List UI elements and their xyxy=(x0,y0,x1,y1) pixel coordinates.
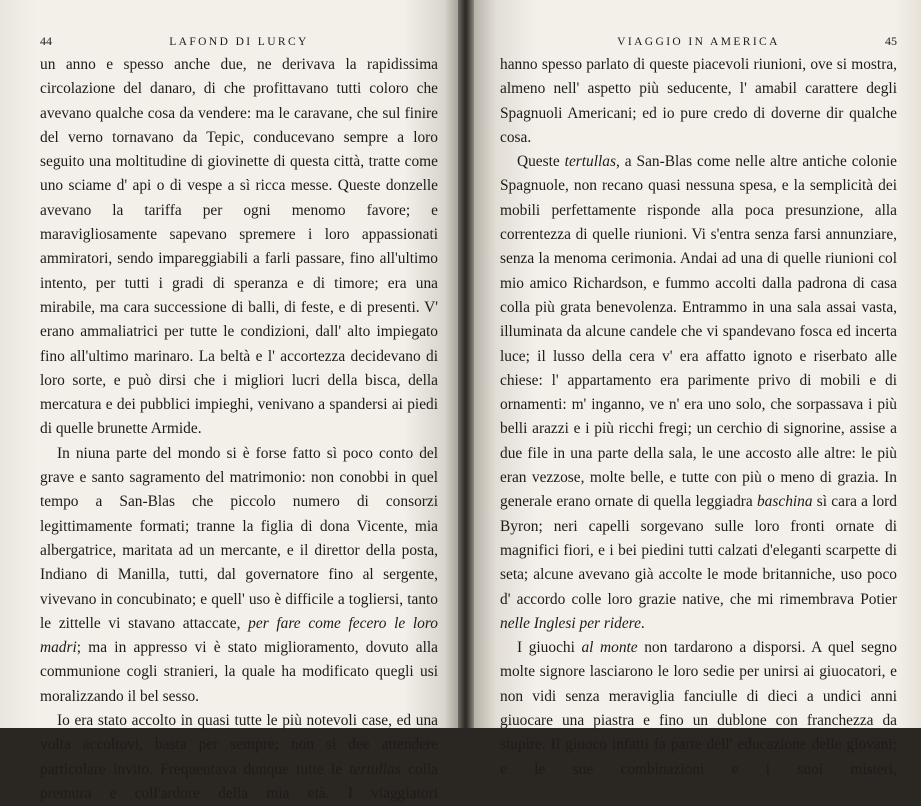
paragraph xyxy=(40,53,438,442)
text-run: colla premura e coll'ardore della mia età. I viaggiatori xyxy=(40,760,438,802)
text-run: un anno e spesso anche due, ne derivava la rapidissima circolazione del danaro, di che profittavano tutti coloro che avevano qualche cosa da vendere: ma le caravane, che sul finire del verno tornavano da Tepic, conducevano sempre a loro seguito una moltitudine di giovinette di questa città, tratte come uno sciame d' api o di vespe a sì ricca messe. Queste donzelle avevano la tariffa per ogni menomo favore; e maravigliosamente sapevano spremere i loro appassionati ammiratori, sendo impareggiabili a farli passare, fino all'ultimo intento, per tutti i gradi di speranza e di timore; era una mirabile, ma cara successione di balli, di feste, e di presenti. V' erano ammaliatrici per tutte le condizioni, dall' alto impiegato fino all'ultimo marinaro. La beltà e l' accortezza decidevano di loro sorte, e può dirsi che i migliori lucri della bisca, della mercatura e dei pubblici impieghi, venivano a spandersi ai piedi di quelle brunette Armide. xyxy=(40,56,438,438)
book-gutter xyxy=(458,0,474,728)
text-run: I giuochi xyxy=(517,639,582,657)
paragraph xyxy=(500,636,897,782)
paragraph xyxy=(40,442,438,709)
right-page-number: 45 xyxy=(884,34,897,48)
left-page-text xyxy=(40,53,438,806)
italic-text: per fare come fecero le loro madri xyxy=(40,614,438,657)
italic-text: baschina xyxy=(756,493,813,511)
italic-text: tertullas xyxy=(564,153,616,171)
paragraph xyxy=(500,150,897,636)
paragraph xyxy=(40,709,438,806)
text-run: hanno spesso parlato di queste piacevoli riunioni, ove si mostra, almeno nell' aspetto più seducente, l' amabil carattere degli Spagnuoli Americani; ed io pure credo di doverne dir qualche cosa. xyxy=(500,56,897,146)
right-page-text xyxy=(500,53,897,782)
left-page xyxy=(0,0,458,802)
text-run: sì cara a lord Byron; neri capelli sorgevano sulle loro fronti ornate di magnifici fiori, e i bei piedini tutti calzati d'eleganti scarpette di seta; alcune avevano già accolte le mode britanniche, uso poco d' accordo colle loro grazie native, che mi rimembrava Potier xyxy=(500,493,897,608)
italic-text: tertullas xyxy=(349,760,401,778)
text-run: , a San-Blas come nelle altre antiche colonie Spagnuole, non recano quasi nessuna spesa, e la semplicità dei mobili perfettamente risponde alla poca presunzione, alla correntezza di quelle riunioni. Vi s'entra senza farsi annunziare, senza la menoma cerimonia. Andai ad una di quelle riunioni col mio amico Richardson, e fummo accolti dalla padrona di casa colla più grata benevolenza. Entrammo in una sala assai vasta, illuminata da alcune candele che vi spandevano fosca ed incerta luce; il lusso della cera v' era affatto ignoto e riserbato alle chiese: l' appartamento era parimente privo di mobili e di ornamenti: m' inganno, ve n' era uno solo, che sorpassava i più belli arazzi e i più ricchi fregi; un cerchio di signorine, assise a due file in una parte della sala, le une accosto alle altre: le più eran vezzose, molte belle, e tutte con più o meno di grazia. In generale erano ornate di quella leggiadra xyxy=(500,153,898,511)
right-running-title: VIAGGIO IN AMERICA xyxy=(617,36,780,48)
right-running-head xyxy=(500,34,897,49)
left-running-head xyxy=(40,34,438,49)
text-run: In niuna parte del mondo si è forse fatto sì poco conto del grave e santo sagramento del matrimonio: non conobbi in quel tempo a San-Blas che piccolo numero di consorzi legittimamente formati; tranne la figlia di dona Vicente, mia albergatrice, maritata ad un mercante, e il direttor della posta, Indiano di Manilla, tutti, dal governatore fino al sergente, vivevano in concubinato; e quell' uso è difficile a togliersi, tanto le zittelle vi stavano attaccate, xyxy=(40,444,438,632)
text-run: . xyxy=(640,614,645,632)
right-page xyxy=(474,0,921,778)
left-running-title: LAFOND DI LURCY xyxy=(169,36,309,48)
text-run: Io era stato accolto in quasi tutte le più notevoli case, ed una volta accoltovi, basta per sempre; non si dee attendere particolare invito. Frequentava dunque tutte le xyxy=(40,712,438,778)
paragraph xyxy=(500,53,897,150)
text-run: non tardarono a disporsi. A quel segno molte signore lasciarono le loro sedie per unirsi ai giuocatori, e non vidi senza meraviglia fanciulle di dieci a undici anni giuocare una piastra e fino un dublone con franchezza da stupire. Il giuoco infatti fa parte dell' educazione delle giovani; e le sue combinazioni e i suoi misteri, xyxy=(500,639,897,778)
italic-text: al monte xyxy=(581,639,638,657)
text-run: Queste xyxy=(517,153,565,171)
italic-text: nelle Inglesi per ridere xyxy=(500,614,641,632)
text-run: ; ma in appresso vi è stato miglioramento, dovuto alla communione cogli stranieri, la quale ha modificato quegli usi moralizzando il bel sesso. xyxy=(40,639,438,705)
left-page-number: 44 xyxy=(40,34,52,48)
